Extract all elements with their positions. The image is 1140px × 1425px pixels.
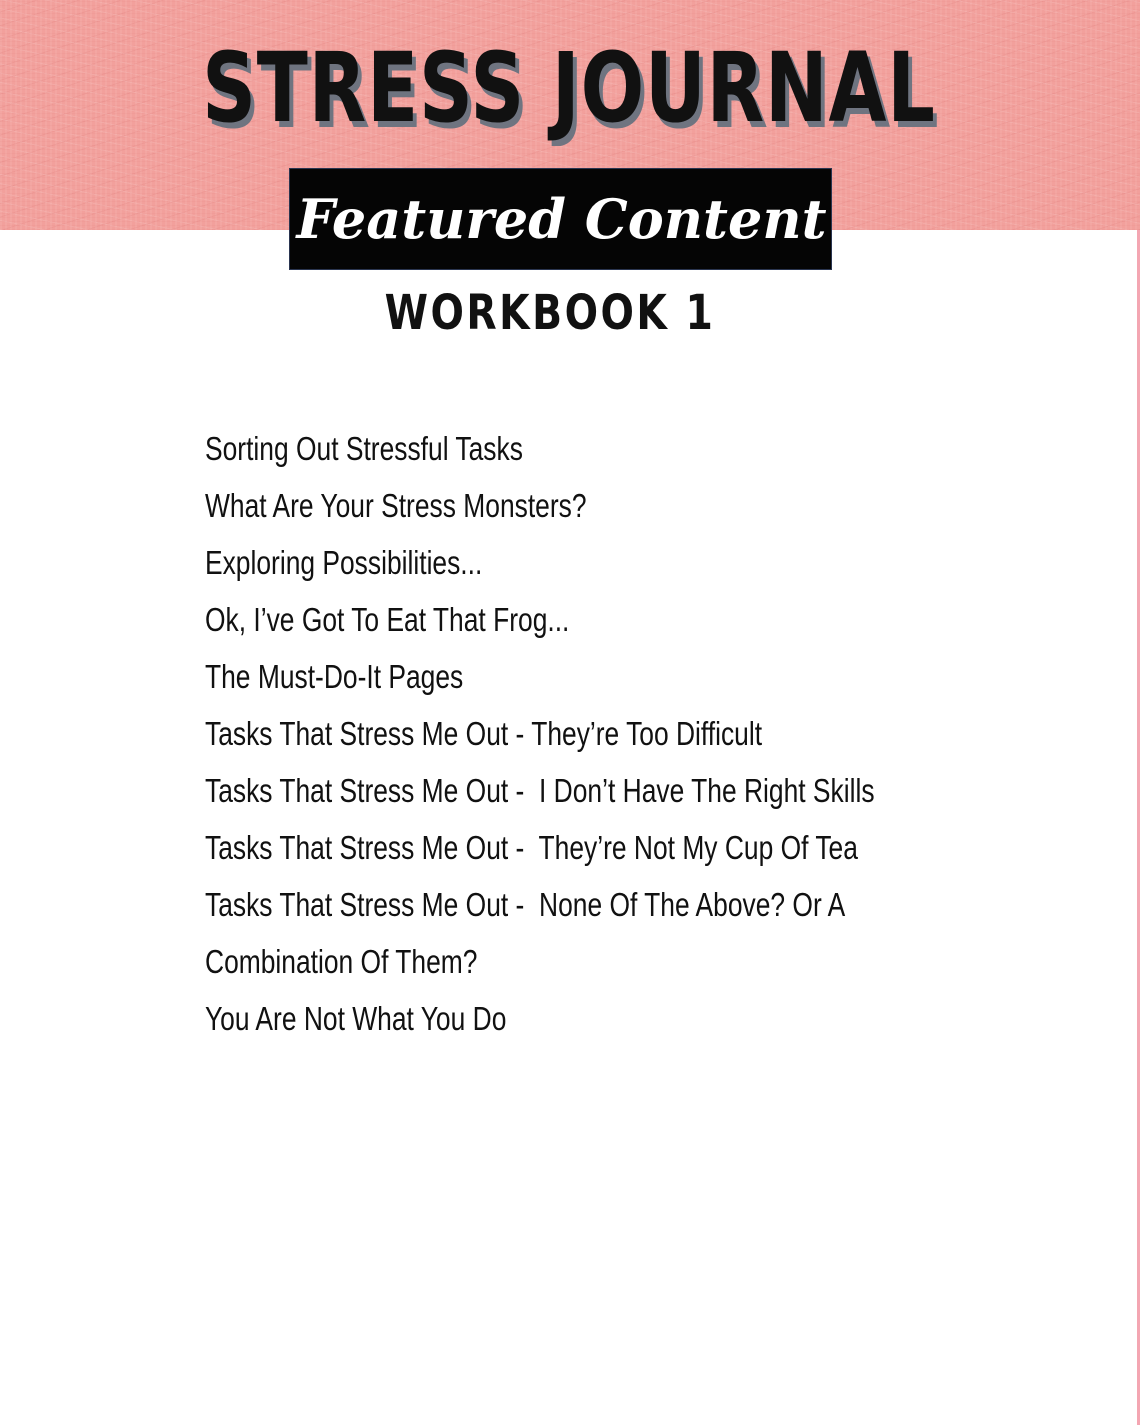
featured-content-label: Featured Content: [296, 187, 827, 251]
workbook-heading: WORKBOOK 1: [384, 285, 716, 341]
contents-item: Tasks That Stress Me Out - They’re Not My Cup Of Tea: [205, 829, 858, 866]
contents-item: You Are Not What You Do: [205, 1000, 507, 1037]
contents-item: The Must-Do-It Pages: [205, 658, 464, 695]
contents-item: Tasks That Stress Me Out - None Of The Above? Or A: [205, 886, 846, 923]
contents-item: Combination Of Them?: [205, 943, 478, 980]
contents-list: [205, 420, 1042, 1047]
contents-item: Exploring Possibilities...: [205, 544, 483, 581]
page-title: STRESS JOURNAL: [202, 32, 936, 144]
contents-item: Tasks That Stress Me Out - They’re Too Difficult: [205, 715, 763, 752]
contents-item: What Are Your Stress Monsters?: [205, 487, 587, 524]
featured-content-badge: [289, 168, 832, 270]
contents-item: Ok, I’ve Got To Eat That Frog...: [205, 601, 570, 638]
contents-item: Sorting Out Stressful Tasks: [205, 430, 523, 467]
contents-item: Tasks That Stress Me Out - I Don’t Have The Right Skills: [205, 772, 875, 809]
